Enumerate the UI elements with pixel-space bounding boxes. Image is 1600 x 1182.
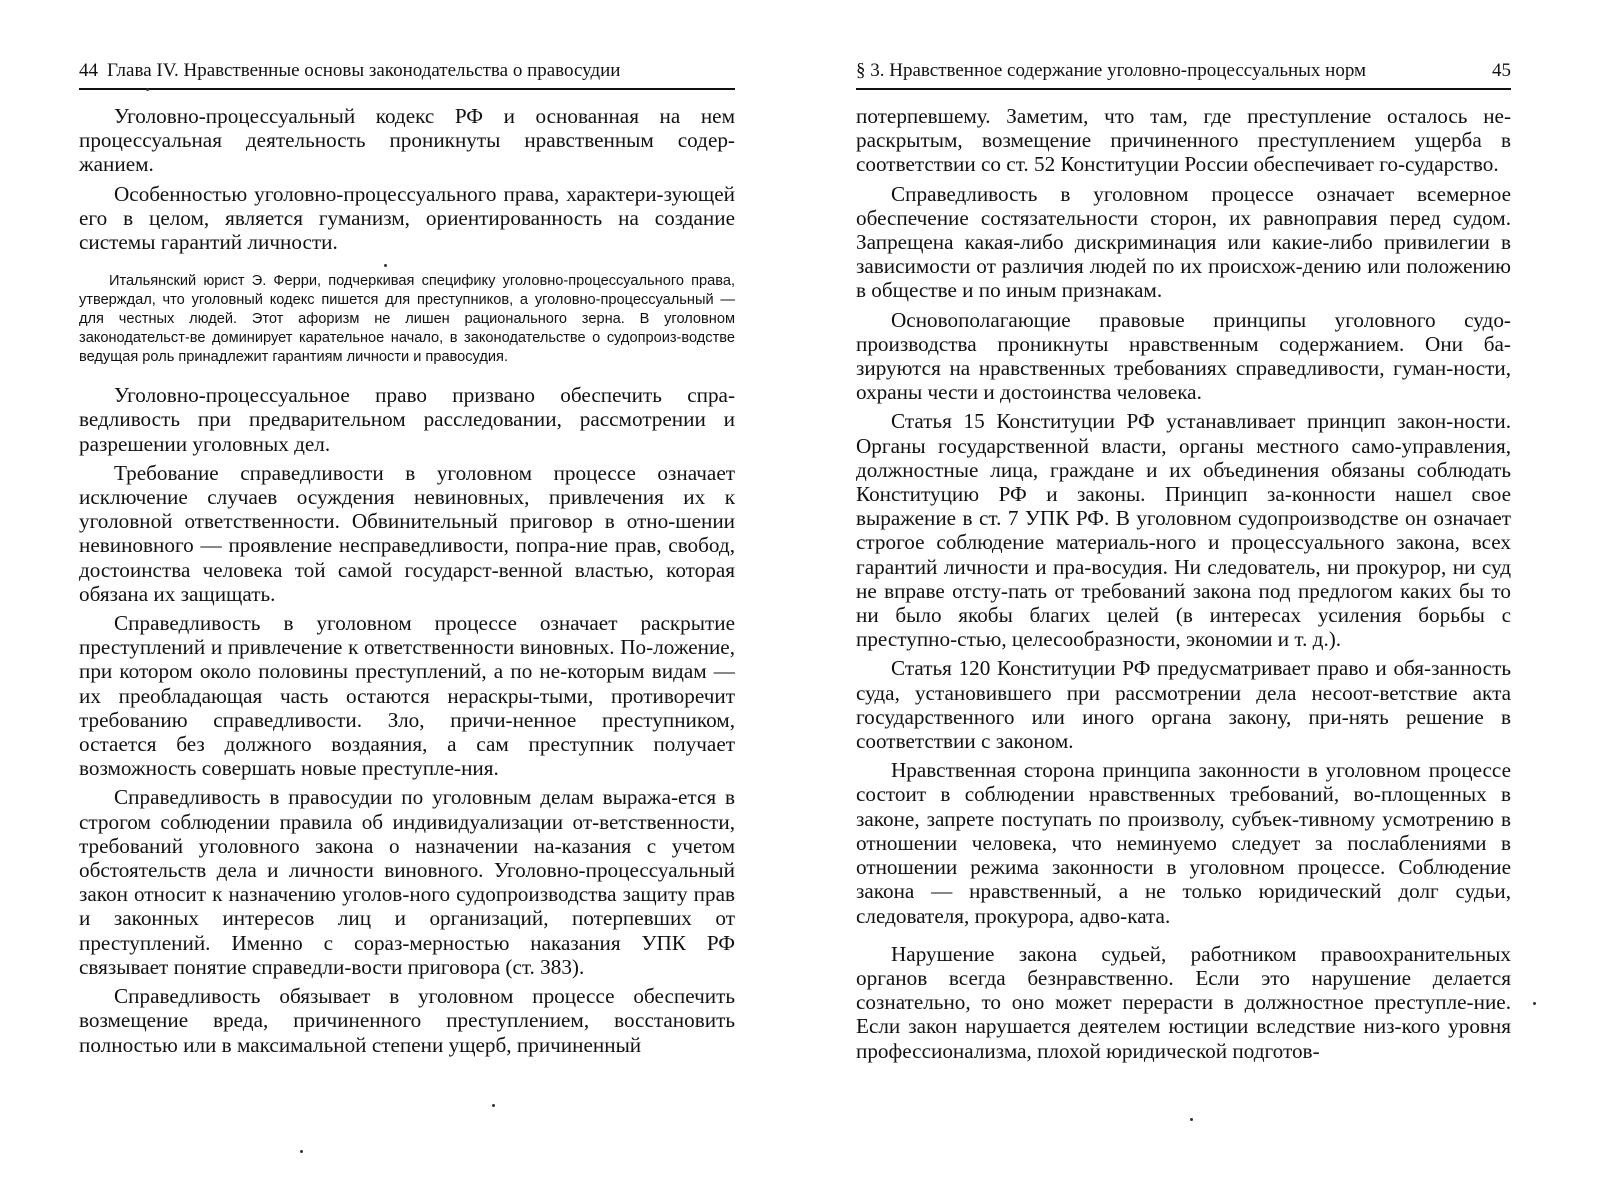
- scan-speck: [1190, 1118, 1193, 1121]
- paragraph: Статья 15 Конституции РФ устанавливает принцип закон-ности. Органы государственной власти, органы местного само-управления, должностные лица, граждане и их объединения обязаны соблюдать Конституцию РФ и законы. Принцип за-конности нашел свое выражение в ст. 7 УПК РФ. В уголовном судопроизводстве он означает строгое соблюдение материаль-ного и процессуального закона, всех гарантий личности и пра-восудия. Ни следователь, ни прокурор, ни суд не вправе отсту-пать от требований закона под предлогом каких бы то ни было якобы благих целей (в интересах усиления борьбы с преступно-стью, целесообразности, экономии и т. д.).: [856, 409, 1511, 652]
- right-running-title: § 3. Нравственное содержание уголовно-процессуальных норм: [856, 60, 1367, 81]
- left-page: [79, 58, 735, 1057]
- left-body-text: [79, 104, 735, 1057]
- paragraph: Справедливость обязывает в уголовном процессе обеспечить возмещение вреда, причиненного преступлением, восстановить полностью или в максимальной степени ущерб, причиненный: [79, 984, 735, 1057]
- paragraph: Статья 120 Конституции РФ предусматривает право и обя-занность суда, установившего при рассмотрении дела несоот-ветствие акта государственного или иного органа закону, при-нять решение в соответствии с законом.: [856, 656, 1511, 754]
- paragraph-continuation: потерпевшему. Заметим, что там, где преступление осталось не-раскрытым, возмещение причиненного преступлением ущерба в соответствии со ст. 52 Конституции России обеспечивает го-сударство.: [856, 104, 1511, 177]
- paragraph: Нарушение закона судьей, работником правоохранительных органов всегда безнравственно. Если это нарушение делается сознательно, то оно может перерасти в должностное преступле-ние. Если закон нарушается деятелем юстиции вследствие низ-кого уровня профессионализма, плохой юридической подготов-: [856, 941, 1511, 1063]
- left-running-head: [79, 58, 735, 90]
- paragraph: Требование справедливости в уголовном процессе означает исключение случаев осуждения невиновных, привлечения их к уголовной ответственности. Обвинительный приговор в отно-шении невиновного — проявление несправедливости, попра-ние прав, свобод, достоинства человека той самой государст-венной властью, которая обязана их защищать.: [79, 460, 735, 606]
- right-page-number: 45: [1492, 60, 1511, 81]
- scan-speck: [492, 1104, 495, 1107]
- paragraph: Справедливость в уголовном процессе означает всемерное обеспечение состязательности сторон, их равноправия перед судом. Запрещена какая-либо дискриминация или какие-либо привилегии в зависимости от различия людей по их происхож-дению или положению в обществе и по иным признакам.: [856, 181, 1511, 303]
- paragraph: Особенностью уголовно-процессуального права, характери-зующей его в целом, является гуманизм, ориентированность на создание системы гарантий личности.: [79, 181, 735, 255]
- scan-speck: [300, 1150, 303, 1153]
- left-page-number: 44: [79, 60, 98, 81]
- left-running-title: Глава IV. Нравственные основы законодательства о правосудии: [107, 60, 621, 81]
- paragraph: Справедливость в уголовном процессе означает раскрытие преступлений и привлечение к ответственности виновных. По-ложение, при котором около половины преступлений, а по не-которым видам — их преобладающая часть остаются нераскры-тыми, противоречит требованию справедливости. Зло, причи-ненное преступником, остается без должного воздаяния, а сам преступник получает возможность совершать новые преступле-ния.: [79, 611, 735, 781]
- scan-speck: [384, 264, 387, 267]
- paragraph: Справедливость в правосудии по уголовным делам выража-ется в строгом соблюдении правила об индивидуализации от-ветственности, требований уголовного закона о назначении на-казания с учетом обстоятельств дела и личности виновного. Уголовно-процессуальный закон относит к назначению уголов-ного судопроизводства защиту прав и законных интересов лиц и организаций, потерпевших от преступлений. Именно с сораз-мерностью наказания УПК РФ связывает понятие справедли-вости приговора (ст. 383).: [79, 785, 735, 979]
- right-body-text: [856, 104, 1511, 1063]
- paragraph: Нравственная сторона принципа законности в уголовном процессе состоит в соблюдении нравственных требований, во-площенных в законе, запрете поступать по произволу, субъек-тивному усмотрению в отношении человека, что неминуемо следует за послаблениями в отношении режима законности в уголовном процессе. Соблюдение закона — нравственный, а не только юридический долг судьи, следователя, прокурора, адво-ката.: [856, 758, 1511, 928]
- scan-speck: [1533, 1002, 1536, 1005]
- right-running-head: [856, 58, 1511, 90]
- paragraph: Основополагающие правовые принципы уголовного судо-производства проникнуты нравственным содержанием. Они ба-зируются на нравственных требованиях справедливости, гуман-ности, охраны чести и достоинства человека.: [856, 307, 1511, 405]
- paragraph: Уголовно-процессуальный кодекс РФ и основанная на нем процессуальная деятельность проникнуты нравственным содер-жанием.: [79, 104, 735, 177]
- scan-speck: [146, 88, 149, 91]
- right-page: [856, 58, 1511, 1063]
- paragraph: Уголовно-процессуальное право призвано обеспечить спра-ведливость при предварительном расследовании, рассмотрении и разрешении уголовных дел.: [79, 383, 735, 456]
- note-block: Итальянский юрист Э. Ферри, подчеркивая специфику уголовно-процессуального права, утверждал, что уголовный кодекс пишется для преступников, а уголовно-процессуальный — для честных людей. Этот афоризм не лишен рационального зерна. В уголовном законодательст-ве доминирует карательное начало, в законодательстве о судопроиз-водстве ведущая роль принадлежит гарантиям личности и правосудия.: [79, 273, 735, 366]
